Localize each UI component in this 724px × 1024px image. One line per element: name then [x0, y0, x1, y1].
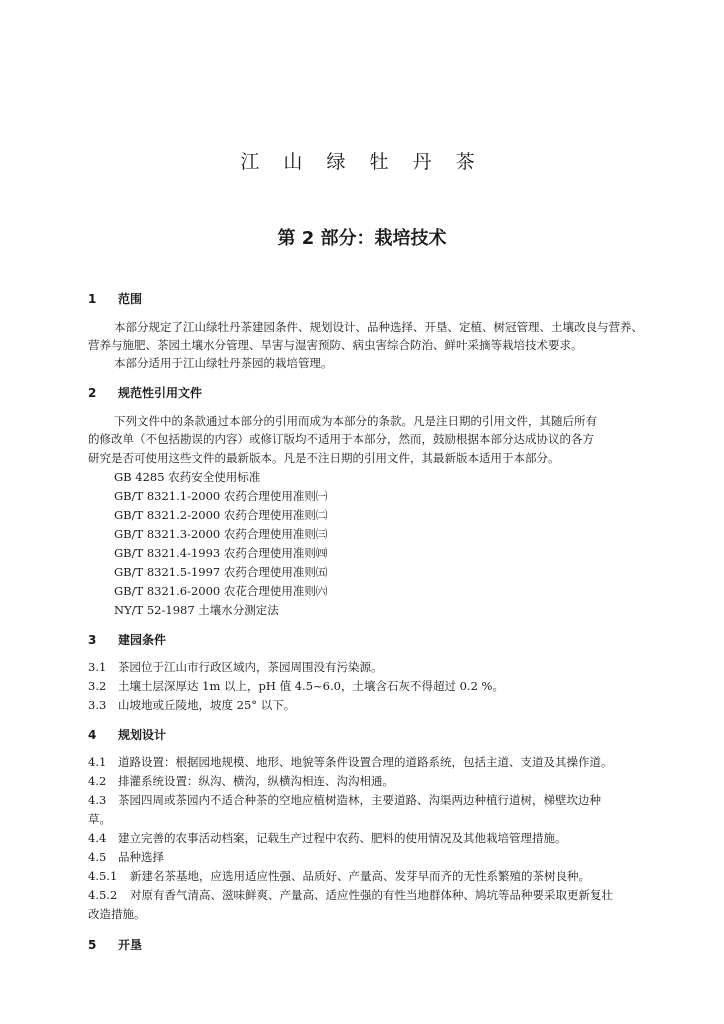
clause-3-1: 3.1 茶园位于江山市行政区域内，茶园周围没有污染源。	[88, 660, 383, 674]
paragraph-line: 下列文件中的条款通过本部分的引用而成为本部分的条款。凡是注日期的引用文件，其随后所有	[114, 414, 597, 428]
reference-item: GB/T 8321.3-2000 农药合理使用准则㈢	[114, 527, 328, 541]
section-title: 规范性引用文件	[118, 386, 203, 400]
section-title: 范围	[118, 292, 143, 306]
reference-item: GB/T 8321.2-2000 农药合理使用准则㈡	[114, 508, 328, 522]
clause-3-2: 3.2 土壤土层深厚达 1m 以上，pH 值 4.5~6.0，土壤含石灰不得超过 0.2 %。	[88, 679, 504, 693]
paragraph-line: 本部分适用于江山绿牡丹茶园的栽培管理。	[114, 356, 333, 370]
paragraph-line: 改造措施。	[88, 907, 146, 921]
clause-4-1: 4.1 道路设置：根据园地规模、地形、地貌等条件设置合理的道路系统，包括主道、支道及其操作道。	[88, 755, 613, 769]
clause-4-4: 4.4 建立完善的农事活动档案，记载生产过程中农药、肥料的使用情况及其他栽培管理措施。	[88, 831, 567, 845]
reference-item: GB/T 8321.4-1993 农药合理使用准则㈣	[114, 546, 328, 560]
section-heading-5	[88, 936, 142, 953]
paragraph-line: 研究是否可使用这些文件的最新版本。凡是不注日期的引用文件，其最新版本适用于本部分。	[88, 451, 560, 465]
reference-item: GB/T 8321.5-1997 农药合理使用准则㈤	[114, 565, 328, 579]
section-number: 2	[88, 386, 97, 400]
section-heading-3	[88, 631, 166, 648]
document-subtitle: 第 2 部分：栽培技术	[277, 228, 447, 249]
section-heading-4	[88, 726, 166, 743]
section-number: 5	[88, 938, 97, 952]
clause-4-5-2: 4.5.2 对原有香气清高、滋味鲜爽、产量高、适应性强的有性当地群体种、鸠坑等品种要采取更新复壮	[88, 888, 613, 902]
section-number: 4	[88, 728, 97, 742]
section-title: 建园条件	[118, 633, 167, 647]
document-title: 江 山 绿 牡 丹 茶	[240, 151, 484, 173]
reference-item: GB 4285 农药安全使用标准	[114, 470, 261, 484]
paragraph-line: 草。	[88, 812, 111, 826]
section-title: 规划设计	[118, 728, 167, 742]
clause-3-3: 3.3 山坡地或丘陵地，坡度 25° 以下。	[88, 698, 296, 712]
clause-4-5: 4.5 品种选择	[88, 850, 164, 864]
clause-4-5-1: 4.5.1 新建名茶基地，应选用适应性强、品质好、产量高、发芽早而齐的无性系繁殖的茶树良种。	[88, 869, 590, 883]
paragraph-line: 本部分规定了江山绿牡丹茶建园条件、规划设计、品种选择、开垦、定植、树冠管理、土壤改良与营养、	[114, 320, 643, 334]
clause-4-2: 4.2 排灌系统设置：纵沟、横沟，纵横沟相连、沟沟相通。	[88, 774, 394, 788]
clause-4-3: 4.3 茶园四周或茶园内不适合种茶的空地应植树造林，主要道路、沟渠两边种植行道树，梯壁坎边种	[88, 793, 601, 807]
paragraph-line: 营养与施肥、茶园土壤水分管理、旱害与湿害预防、病虫害综合防治、鲜叶采摘等栽培技术要求。	[88, 338, 583, 352]
section-number: 3	[88, 633, 97, 647]
reference-item: GB/T 8321.6-2000 农花合理使用准则㈥	[114, 584, 328, 598]
reference-item: NY/T 52-1987 土壤水分测定法	[114, 603, 279, 617]
section-number: 1	[88, 292, 97, 306]
section-heading-1	[88, 290, 142, 307]
reference-item: GB/T 8321.1-2000 农药合理使用准则㈠	[114, 489, 328, 503]
section-title: 开垦	[118, 938, 143, 952]
paragraph-line: 的修改单（不包括勘误的内容）或修订版均不适用于本部分，然而，鼓励根据本部分达成协议的各方	[88, 432, 594, 446]
section-heading-2	[88, 384, 202, 401]
